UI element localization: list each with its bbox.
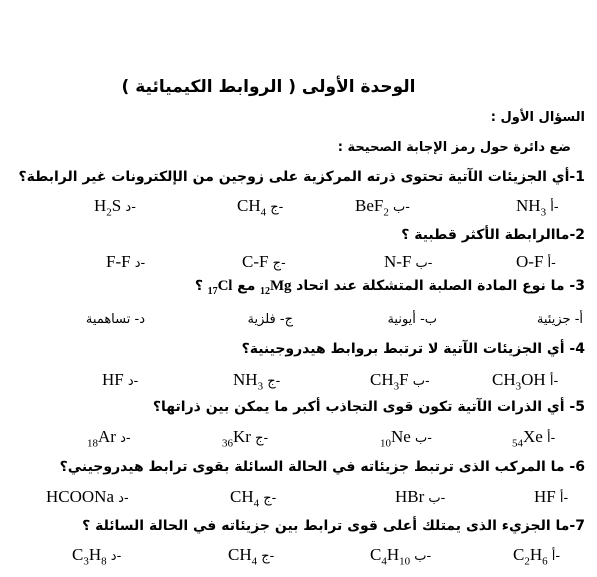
question-1: 1-أي الجزيئات الآتية تحتوى ذرته المركزية على زوجين من الإلكترونات غير الرابطة؟ [18,169,585,185]
q6-option-c: $CH_4$ ج- [230,487,277,510]
q4-option-b: $CH_3F$ ب- [370,370,430,393]
q3-option-c: ج- فلزية [247,312,293,327]
q5-option-a: $_{54}$Xe أ- [512,427,556,450]
q3-option-b: ب- أيونية [387,312,437,327]
section-heading: السؤال الأول : [490,110,585,125]
q7-option-a: $C_2H_6$ أ- [513,545,561,568]
q2-option-a: O-F أ- [516,252,556,271]
question-7: 7-ما الجزيء الذى يمتلك أعلى قوى ترابط بين جزيئاته في الحالة السائلة ؟ [82,518,585,534]
q4-option-d: HF د- [102,370,139,389]
q2-option-d: F-F د- [106,252,146,271]
q2-option-c: C-F ج- [242,252,286,271]
q1-option-b: BeF$_2$ ب- [355,196,410,219]
q3-option-d: د- تساهمية [85,312,145,327]
q6-option-d: HCOONa د- [46,487,129,506]
page-title: الوحدة الأولى ( الروابط الكيميائية ) [121,77,416,97]
q7-option-b: $C_4H_{10}$ ب- [370,545,432,568]
question-5: 5- أي الذرات الآتية تكون قوى التجاذب أكبر ما يمكن بين ذراتها؟ [152,399,585,415]
q7-option-c: $CH_4$ ج- [228,545,275,568]
q1-option-a: $NH_3$ أ- [516,196,559,219]
question-2: 2-ماالرابطة الأكثر قطبية ؟ [401,227,585,243]
q4-option-a: $CH_3OH$ أ- [492,370,559,393]
q5-option-c: $_{36}$Kr ج- [222,427,269,450]
instruction: ضع دائرة حول رمز الإجابة الصحيحة : [337,140,571,155]
q7-option-d: $C_3H_8$ د- [72,545,122,568]
q6-option-a: HF أ- [534,487,569,506]
q5-option-b: $_{10}$Ne ب- [380,427,432,450]
q1-option-d: $H_2S$ د- [94,196,136,219]
q5-option-d: $_{18}$Ar د- [87,427,131,450]
q6-option-b: HBr ب- [395,487,446,506]
question-6: 6- ما المركب الذى ترتبط جزيئاته في الحالة السائلة بقوى ترابط هيدروجيني؟ [59,459,585,475]
q4-option-c: $NH_3$ ج- [233,370,281,393]
q1-option-c: $CH_4$ ج- [237,196,284,219]
question-3: 3- ما نوع المادة الصلبة المتشكلة عند اتحاد $_{12}$Mg مع $_{17}$Cl ؟ [194,278,585,297]
q2-option-b: N-F ب- [384,252,433,271]
question-4: 4- أي الجزيئات الآتية لا ترتبط بروابط هيدروجينية؟ [241,341,585,357]
q3-option-a: أ- جزيئية [536,312,583,327]
